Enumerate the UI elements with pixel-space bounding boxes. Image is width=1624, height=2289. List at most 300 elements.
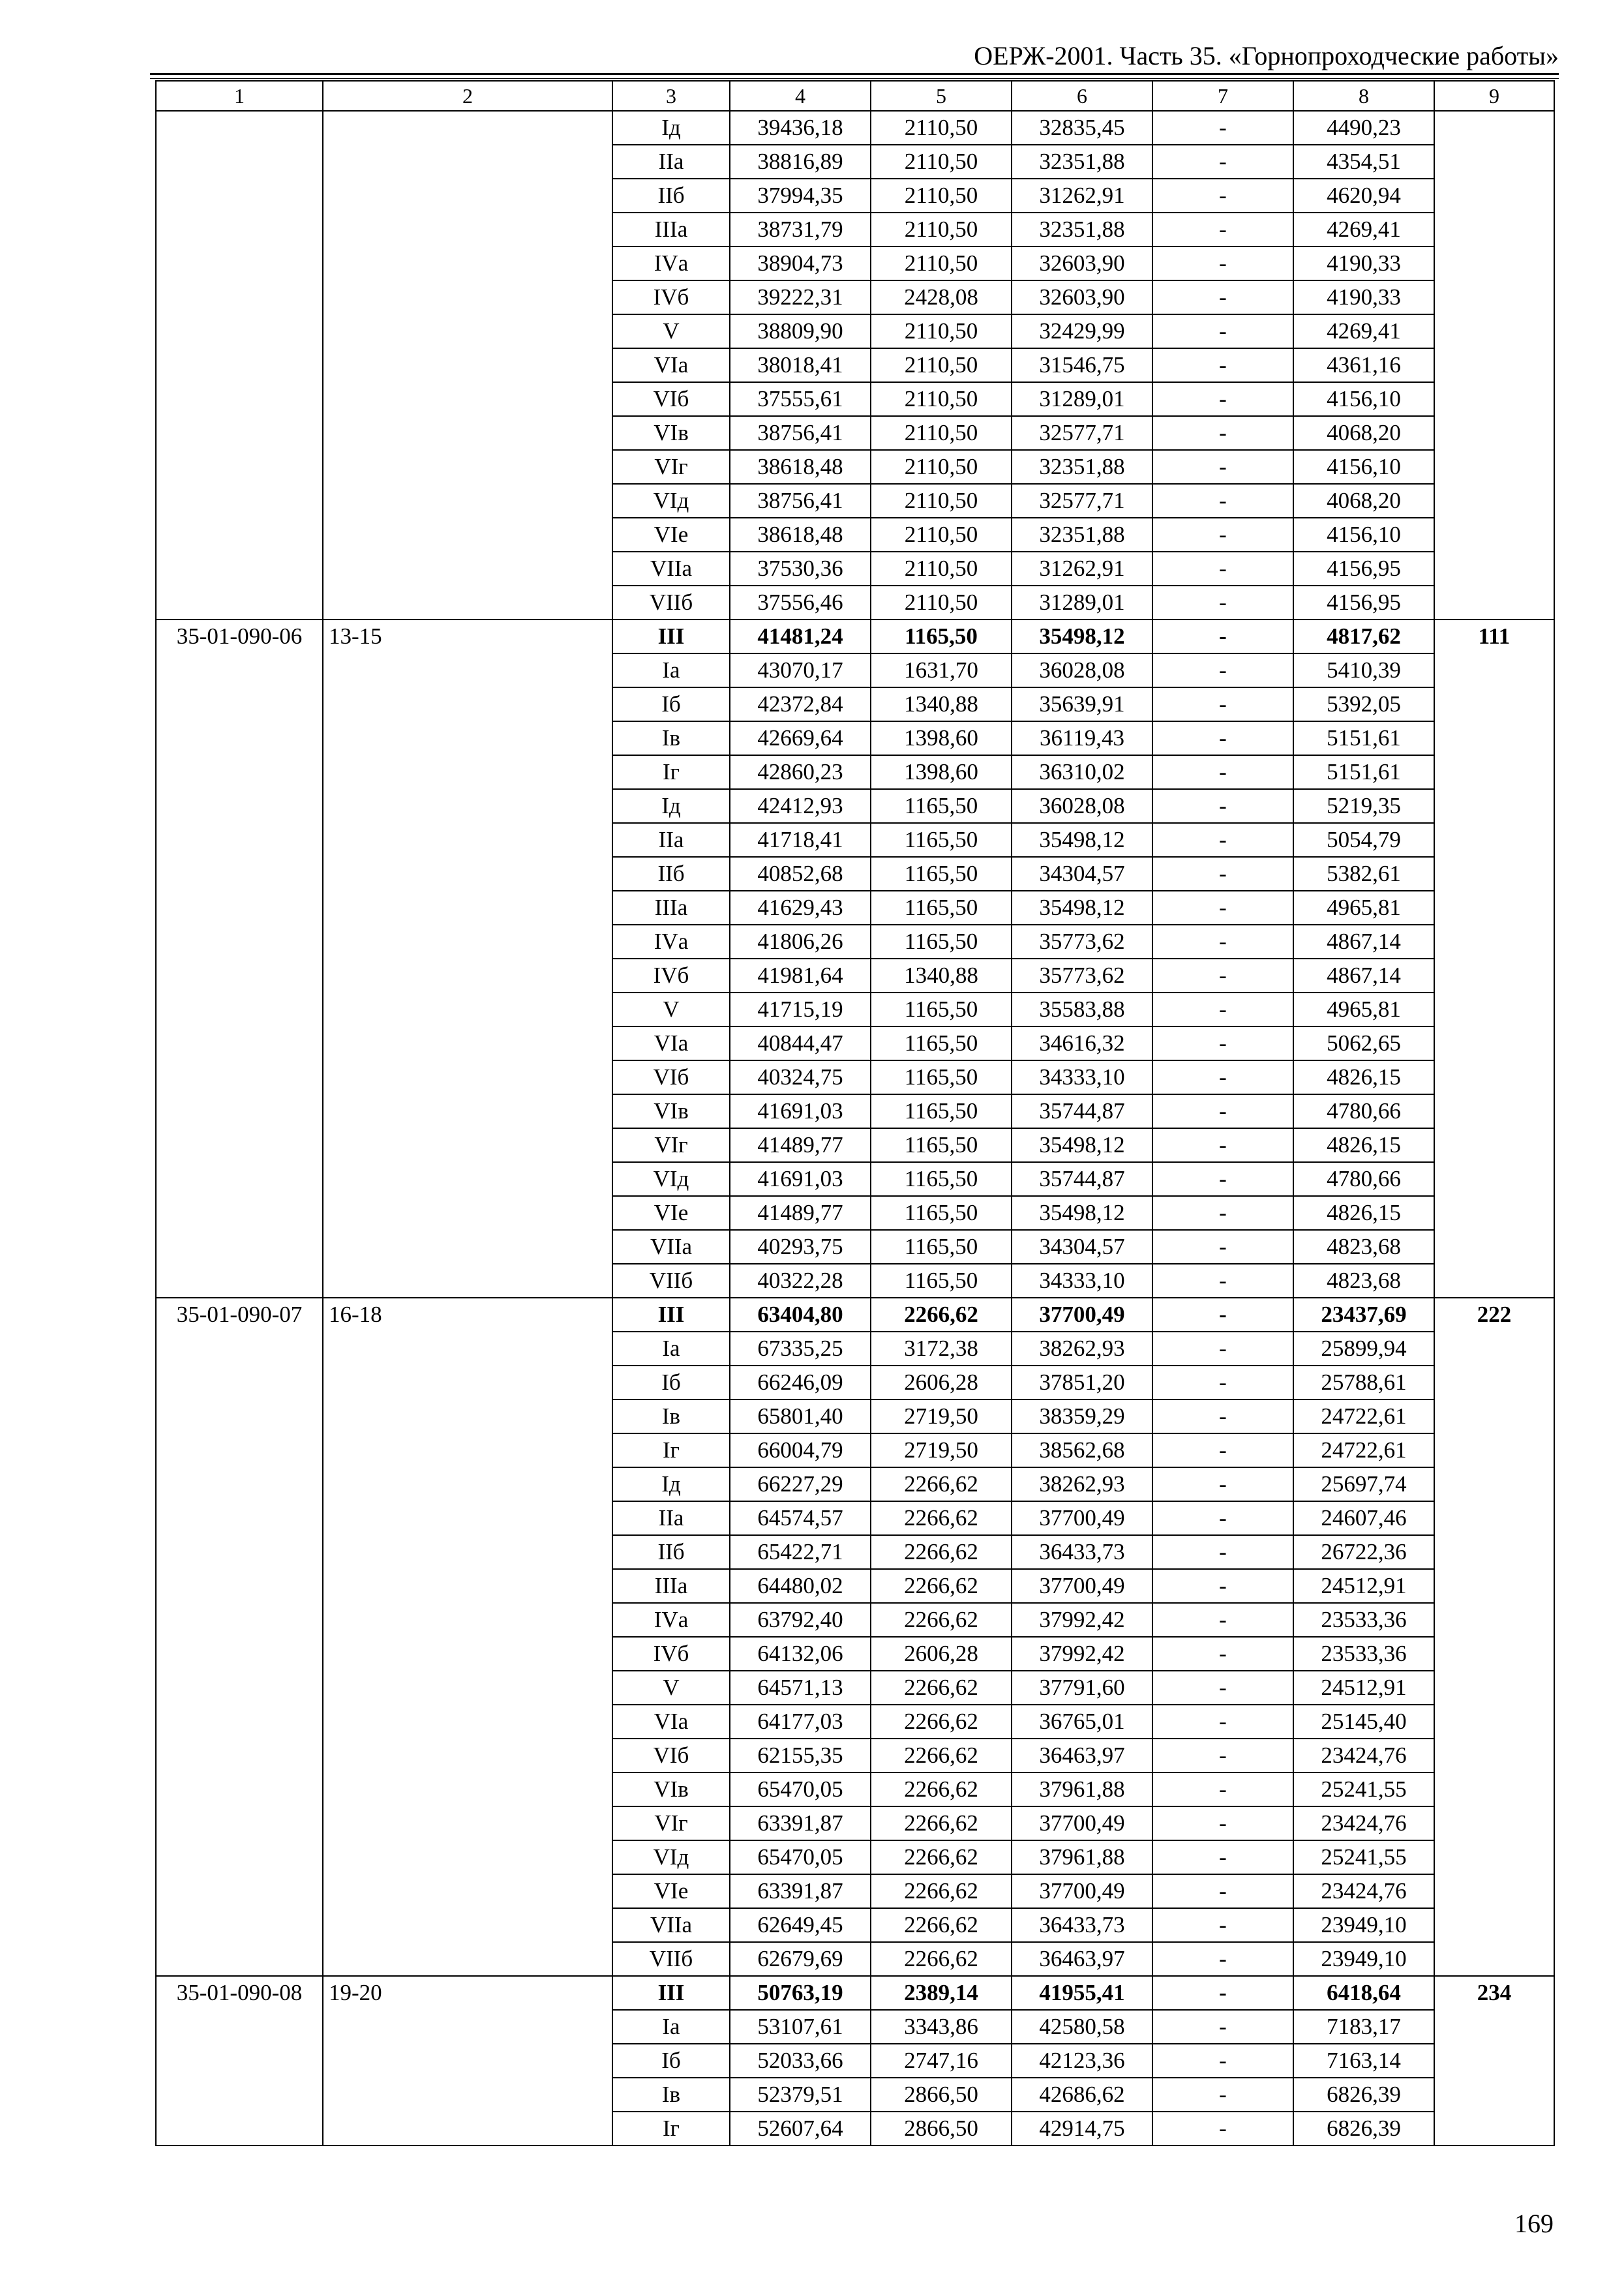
class-cell: III — [612, 1976, 730, 2010]
col6-cell: 37791,60 — [1012, 1671, 1152, 1705]
class-cell: VIа — [612, 348, 730, 382]
total-cell: 222 — [1434, 1298, 1554, 1976]
class-cell: VIб — [612, 1739, 730, 1773]
col8-cell: 4826,15 — [1293, 1128, 1434, 1162]
col6-cell: 36765,01 — [1012, 1705, 1152, 1739]
col5-cell: 2110,50 — [871, 145, 1012, 179]
col7-cell: - — [1152, 1094, 1293, 1128]
col4-cell: 52033,66 — [730, 2044, 871, 2078]
col7-cell: - — [1152, 1501, 1293, 1535]
col8-cell: 25145,40 — [1293, 1705, 1434, 1739]
col6-cell: 38262,93 — [1012, 1467, 1152, 1501]
col6-cell: 36028,08 — [1012, 789, 1152, 823]
col4-cell: 42669,64 — [730, 721, 871, 755]
col7-cell: - — [1152, 2078, 1293, 2112]
class-cell: III — [612, 1298, 730, 1332]
col4-cell: 64571,13 — [730, 1671, 871, 1705]
col8-cell: 25241,55 — [1293, 1840, 1434, 1874]
col7-cell: - — [1152, 2112, 1293, 2146]
col4-cell: 42412,93 — [730, 789, 871, 823]
col4-cell: 40293,75 — [730, 1230, 871, 1264]
col5-cell: 1165,50 — [871, 1094, 1012, 1128]
col5-cell: 2266,62 — [871, 1467, 1012, 1501]
col7-cell: - — [1152, 1739, 1293, 1773]
class-cell: Iб — [612, 2044, 730, 2078]
col7-cell: - — [1152, 1976, 1293, 2010]
col6-cell: 42580,58 — [1012, 2010, 1152, 2044]
column-number-cell: 8 — [1293, 81, 1434, 111]
col6-cell: 32351,88 — [1012, 145, 1152, 179]
col5-cell: 2747,16 — [871, 2044, 1012, 2078]
col4-cell: 41489,77 — [730, 1128, 871, 1162]
class-cell: V — [612, 1671, 730, 1705]
col6-cell: 38562,68 — [1012, 1433, 1152, 1467]
col7-cell: - — [1152, 2010, 1293, 2044]
col8-cell: 23424,76 — [1293, 1739, 1434, 1773]
col8-cell: 4361,16 — [1293, 348, 1434, 382]
class-cell: Iд — [612, 111, 730, 145]
col8-cell: 6826,39 — [1293, 2112, 1434, 2146]
col7-cell: - — [1152, 179, 1293, 213]
col7-cell: - — [1152, 1840, 1293, 1874]
col6-cell: 34304,57 — [1012, 857, 1152, 891]
header-rule-thin — [150, 78, 1559, 79]
col4-cell: 38816,89 — [730, 145, 871, 179]
col6-cell: 32603,90 — [1012, 247, 1152, 280]
col4-cell: 38756,41 — [730, 416, 871, 450]
col4-cell: 37530,36 — [730, 552, 871, 586]
class-cell: Iг — [612, 755, 730, 789]
col7-cell: - — [1152, 586, 1293, 620]
col6-cell: 32577,71 — [1012, 484, 1152, 518]
col4-cell: 64177,03 — [730, 1705, 871, 1739]
col7-cell: - — [1152, 1637, 1293, 1671]
col8-cell: 4156,10 — [1293, 450, 1434, 484]
col4-cell: 65470,05 — [730, 1840, 871, 1874]
class-cell: V — [612, 314, 730, 348]
col8-cell: 4826,15 — [1293, 1196, 1434, 1230]
col4-cell: 63391,87 — [730, 1874, 871, 1908]
col4-cell: 64480,02 — [730, 1569, 871, 1603]
col6-cell: 34333,10 — [1012, 1264, 1152, 1298]
col5-cell: 2266,62 — [871, 1569, 1012, 1603]
col5-cell: 2110,50 — [871, 484, 1012, 518]
col7-cell: - — [1152, 1399, 1293, 1433]
col5-cell: 2110,50 — [871, 450, 1012, 484]
col8-cell: 24722,61 — [1293, 1399, 1434, 1433]
col8-cell: 5392,05 — [1293, 687, 1434, 721]
col8-cell: 25697,74 — [1293, 1467, 1434, 1501]
col8-cell: 24512,91 — [1293, 1671, 1434, 1705]
col6-cell: 36119,43 — [1012, 721, 1152, 755]
col6-cell: 37961,88 — [1012, 1773, 1152, 1806]
col6-cell: 35773,62 — [1012, 959, 1152, 993]
col4-cell: 64132,06 — [730, 1637, 871, 1671]
col6-cell: 37961,88 — [1012, 1840, 1152, 1874]
col4-cell: 41981,64 — [730, 959, 871, 993]
class-cell: IVб — [612, 1637, 730, 1671]
col5-cell: 1340,88 — [871, 959, 1012, 993]
column-number-cell: 2 — [323, 81, 612, 111]
column-number-cell: 9 — [1434, 81, 1554, 111]
col6-cell: 32429,99 — [1012, 314, 1152, 348]
col7-cell: - — [1152, 1671, 1293, 1705]
col4-cell: 38018,41 — [730, 348, 871, 382]
col7-cell: - — [1152, 993, 1293, 1026]
col6-cell: 37700,49 — [1012, 1298, 1152, 1332]
col7-cell: - — [1152, 280, 1293, 314]
col4-cell: 53107,61 — [730, 2010, 871, 2044]
code-cell: 35-01-090-07 — [156, 1298, 323, 1976]
class-cell: IIIа — [612, 213, 730, 247]
col8-cell: 4867,14 — [1293, 925, 1434, 959]
col5-cell: 1165,50 — [871, 620, 1012, 653]
total-cell — [1434, 111, 1554, 620]
col4-cell: 40322,28 — [730, 1264, 871, 1298]
col6-cell: 32835,45 — [1012, 111, 1152, 145]
col8-cell: 24512,91 — [1293, 1569, 1434, 1603]
col7-cell: - — [1152, 416, 1293, 450]
col7-cell: - — [1152, 1705, 1293, 1739]
col8-cell: 4620,94 — [1293, 179, 1434, 213]
col6-cell: 38262,93 — [1012, 1332, 1152, 1366]
col4-cell: 41629,43 — [730, 891, 871, 925]
class-cell: VIг — [612, 1128, 730, 1162]
class-cell: VIд — [612, 1162, 730, 1196]
col8-cell: 4190,33 — [1293, 280, 1434, 314]
class-cell: VIIб — [612, 586, 730, 620]
col5-cell: 1165,50 — [871, 1128, 1012, 1162]
col6-cell: 42914,75 — [1012, 2112, 1152, 2146]
column-number-cell: 7 — [1152, 81, 1293, 111]
col6-cell: 35744,87 — [1012, 1162, 1152, 1196]
column-number-row — [156, 81, 1554, 111]
range-cell — [323, 111, 612, 620]
col7-cell: - — [1152, 314, 1293, 348]
col6-cell: 37992,42 — [1012, 1637, 1152, 1671]
col6-cell: 31289,01 — [1012, 382, 1152, 416]
class-cell: VIIб — [612, 1942, 730, 1976]
class-cell: Iд — [612, 789, 730, 823]
class-cell: V — [612, 993, 730, 1026]
col4-cell: 41718,41 — [730, 823, 871, 857]
col5-cell: 1398,60 — [871, 721, 1012, 755]
col8-cell: 23949,10 — [1293, 1908, 1434, 1942]
col7-cell: - — [1152, 1773, 1293, 1806]
column-number-cell: 5 — [871, 81, 1012, 111]
col8-cell: 4823,68 — [1293, 1264, 1434, 1298]
col8-cell: 23533,36 — [1293, 1637, 1434, 1671]
col8-cell: 4156,10 — [1293, 518, 1434, 552]
col6-cell: 37992,42 — [1012, 1603, 1152, 1637]
col4-cell: 41806,26 — [730, 925, 871, 959]
col5-cell: 1165,50 — [871, 1026, 1012, 1060]
col5-cell: 1165,50 — [871, 823, 1012, 857]
col4-cell: 41691,03 — [730, 1094, 871, 1128]
col7-cell: - — [1152, 518, 1293, 552]
col7-cell: - — [1152, 213, 1293, 247]
rates-table — [155, 80, 1555, 2146]
column-number-cell: 6 — [1012, 81, 1152, 111]
col7-cell: - — [1152, 1874, 1293, 1908]
col6-cell: 31262,91 — [1012, 179, 1152, 213]
col5-cell: 1165,50 — [871, 925, 1012, 959]
class-cell: VIб — [612, 1060, 730, 1094]
range-cell: 19-20 — [323, 1976, 612, 2146]
col7-cell: - — [1152, 1569, 1293, 1603]
col5-cell: 1165,50 — [871, 789, 1012, 823]
class-cell: VIе — [612, 518, 730, 552]
col8-cell: 4780,66 — [1293, 1094, 1434, 1128]
range-cell: 16-18 — [323, 1298, 612, 1976]
table-row — [156, 111, 1554, 145]
col7-cell: - — [1152, 1026, 1293, 1060]
col8-cell: 6418,64 — [1293, 1976, 1434, 2010]
col6-cell: 35639,91 — [1012, 687, 1152, 721]
col4-cell: 38618,48 — [730, 450, 871, 484]
col6-cell: 35498,12 — [1012, 1128, 1152, 1162]
class-cell: III — [612, 620, 730, 653]
col8-cell: 4817,62 — [1293, 620, 1434, 653]
col6-cell: 35498,12 — [1012, 823, 1152, 857]
col8-cell: 23533,36 — [1293, 1603, 1434, 1637]
class-cell: Iг — [612, 2112, 730, 2146]
col8-cell: 23949,10 — [1293, 1942, 1434, 1976]
col8-cell: 24607,46 — [1293, 1501, 1434, 1535]
col7-cell: - — [1152, 789, 1293, 823]
col7-cell: - — [1152, 1264, 1293, 1298]
col4-cell: 40324,75 — [730, 1060, 871, 1094]
class-cell: Iа — [612, 653, 730, 687]
col5-cell: 2110,50 — [871, 213, 1012, 247]
class-cell: IIа — [612, 1501, 730, 1535]
class-cell: VIе — [612, 1874, 730, 1908]
col4-cell: 65422,71 — [730, 1535, 871, 1569]
col8-cell: 5151,61 — [1293, 755, 1434, 789]
class-cell: VIIа — [612, 1908, 730, 1942]
class-cell: VIа — [612, 1705, 730, 1739]
class-cell: VIд — [612, 1840, 730, 1874]
column-number-cell: 3 — [612, 81, 730, 111]
col8-cell: 5151,61 — [1293, 721, 1434, 755]
col5-cell: 2266,62 — [871, 1671, 1012, 1705]
class-cell: Iд — [612, 1467, 730, 1501]
col6-cell: 37700,49 — [1012, 1501, 1152, 1535]
code-cell: 35-01-090-08 — [156, 1976, 323, 2146]
col5-cell: 1165,50 — [871, 993, 1012, 1026]
table-row — [156, 620, 1554, 653]
col8-cell: 23424,76 — [1293, 1874, 1434, 1908]
col5-cell: 2110,50 — [871, 382, 1012, 416]
col4-cell: 62155,35 — [730, 1739, 871, 1773]
code-cell — [156, 111, 323, 620]
col8-cell: 4826,15 — [1293, 1060, 1434, 1094]
col7-cell: - — [1152, 2044, 1293, 2078]
col6-cell: 31262,91 — [1012, 552, 1152, 586]
col5-cell: 2389,14 — [871, 1976, 1012, 2010]
col5-cell: 2266,62 — [871, 1535, 1012, 1569]
col8-cell: 4867,14 — [1293, 959, 1434, 993]
col4-cell: 37555,61 — [730, 382, 871, 416]
col5-cell: 3343,86 — [871, 2010, 1012, 2044]
col5-cell: 1165,50 — [871, 891, 1012, 925]
col8-cell: 4068,20 — [1293, 416, 1434, 450]
col6-cell: 35583,88 — [1012, 993, 1152, 1026]
col7-cell: - — [1152, 247, 1293, 280]
col5-cell: 2266,62 — [871, 1739, 1012, 1773]
col8-cell: 5219,35 — [1293, 789, 1434, 823]
col4-cell: 63391,87 — [730, 1806, 871, 1840]
col7-cell: - — [1152, 484, 1293, 518]
col6-cell: 36433,73 — [1012, 1908, 1152, 1942]
col4-cell: 66246,09 — [730, 1366, 871, 1399]
col8-cell: 5054,79 — [1293, 823, 1434, 857]
col4-cell: 62649,45 — [730, 1908, 871, 1942]
page-number: 169 — [1514, 2209, 1554, 2238]
col6-cell: 37700,49 — [1012, 1874, 1152, 1908]
col6-cell: 31289,01 — [1012, 586, 1152, 620]
col8-cell: 23437,69 — [1293, 1298, 1434, 1332]
class-cell: IIа — [612, 823, 730, 857]
col5-cell: 2266,62 — [871, 1603, 1012, 1637]
col4-cell: 37994,35 — [730, 179, 871, 213]
class-cell: IIIа — [612, 891, 730, 925]
col8-cell: 4965,81 — [1293, 993, 1434, 1026]
col5-cell: 2266,62 — [871, 1806, 1012, 1840]
col6-cell: 37851,20 — [1012, 1366, 1152, 1399]
col8-cell: 5382,61 — [1293, 857, 1434, 891]
col5-cell: 2110,50 — [871, 518, 1012, 552]
col4-cell: 42372,84 — [730, 687, 871, 721]
class-cell: IIIа — [612, 1569, 730, 1603]
col4-cell: 41715,19 — [730, 993, 871, 1026]
col5-cell: 2110,50 — [871, 348, 1012, 382]
col4-cell: 52607,64 — [730, 2112, 871, 2146]
col5-cell: 2266,62 — [871, 1298, 1012, 1332]
col6-cell: 36028,08 — [1012, 653, 1152, 687]
col7-cell: - — [1152, 552, 1293, 586]
class-cell: IIб — [612, 857, 730, 891]
col7-cell: - — [1152, 348, 1293, 382]
class-cell: VIг — [612, 1806, 730, 1840]
col4-cell: 39222,31 — [730, 280, 871, 314]
col7-cell: - — [1152, 1806, 1293, 1840]
col4-cell: 65470,05 — [730, 1773, 871, 1806]
col7-cell: - — [1152, 620, 1293, 653]
col6-cell: 31546,75 — [1012, 348, 1152, 382]
col8-cell: 24722,61 — [1293, 1433, 1434, 1467]
col8-cell: 5062,65 — [1293, 1026, 1434, 1060]
col6-cell: 36433,73 — [1012, 1535, 1152, 1569]
class-cell: IVб — [612, 959, 730, 993]
col8-cell: 4823,68 — [1293, 1230, 1434, 1264]
col5-cell: 2110,50 — [871, 586, 1012, 620]
col8-cell: 7163,14 — [1293, 2044, 1434, 2078]
col6-cell: 34304,57 — [1012, 1230, 1152, 1264]
table-row — [156, 1298, 1554, 1332]
col6-cell: 35744,87 — [1012, 1094, 1152, 1128]
class-cell: Iг — [612, 1433, 730, 1467]
col6-cell: 32603,90 — [1012, 280, 1152, 314]
col5-cell: 2266,62 — [871, 1942, 1012, 1976]
col7-cell: - — [1152, 1060, 1293, 1094]
col7-cell: - — [1152, 1535, 1293, 1569]
col4-cell: 37556,46 — [730, 586, 871, 620]
class-cell: Iа — [612, 1332, 730, 1366]
col5-cell: 2866,50 — [871, 2078, 1012, 2112]
col5-cell: 2110,50 — [871, 247, 1012, 280]
col7-cell: - — [1152, 1162, 1293, 1196]
class-cell: VIа — [612, 1026, 730, 1060]
col7-cell: - — [1152, 450, 1293, 484]
col7-cell: - — [1152, 1366, 1293, 1399]
col7-cell: - — [1152, 145, 1293, 179]
col5-cell: 2606,28 — [871, 1366, 1012, 1399]
col8-cell: 6826,39 — [1293, 2078, 1434, 2112]
col7-cell: - — [1152, 1908, 1293, 1942]
class-cell: IIб — [612, 179, 730, 213]
column-number-cell: 4 — [730, 81, 871, 111]
col8-cell: 5410,39 — [1293, 653, 1434, 687]
col6-cell: 32351,88 — [1012, 518, 1152, 552]
col6-cell: 38359,29 — [1012, 1399, 1152, 1433]
column-number-cell: 1 — [156, 81, 323, 111]
col8-cell: 4156,95 — [1293, 586, 1434, 620]
col8-cell: 4269,41 — [1293, 314, 1434, 348]
col7-cell: - — [1152, 1467, 1293, 1501]
col4-cell: 38756,41 — [730, 484, 871, 518]
col7-cell: - — [1152, 857, 1293, 891]
col4-cell: 40844,47 — [730, 1026, 871, 1060]
class-cell: Iб — [612, 687, 730, 721]
col8-cell: 4068,20 — [1293, 484, 1434, 518]
col5-cell: 1165,50 — [871, 857, 1012, 891]
class-cell: Iв — [612, 2078, 730, 2112]
code-cell: 35-01-090-06 — [156, 620, 323, 1298]
col8-cell: 4780,66 — [1293, 1162, 1434, 1196]
col4-cell: 42860,23 — [730, 755, 871, 789]
class-cell: VIIа — [612, 1230, 730, 1264]
class-cell: VIв — [612, 1094, 730, 1128]
col7-cell: - — [1152, 653, 1293, 687]
col6-cell: 36463,97 — [1012, 1942, 1152, 1976]
col5-cell: 2110,50 — [871, 416, 1012, 450]
col8-cell: 7183,17 — [1293, 2010, 1434, 2044]
col7-cell: - — [1152, 1433, 1293, 1467]
class-cell: VIд — [612, 484, 730, 518]
col4-cell: 50763,19 — [730, 1976, 871, 2010]
col7-cell: - — [1152, 1942, 1293, 1976]
col6-cell: 36463,97 — [1012, 1739, 1152, 1773]
col5-cell: 1165,50 — [871, 1230, 1012, 1264]
col6-cell: 37700,49 — [1012, 1569, 1152, 1603]
range-cell: 13-15 — [323, 620, 612, 1298]
col4-cell: 38618,48 — [730, 518, 871, 552]
class-cell: Iб — [612, 1366, 730, 1399]
col6-cell: 42123,36 — [1012, 2044, 1152, 2078]
col4-cell: 66004,79 — [730, 1433, 871, 1467]
col8-cell: 4156,10 — [1293, 382, 1434, 416]
col7-cell: - — [1152, 687, 1293, 721]
col7-cell: - — [1152, 1298, 1293, 1332]
col6-cell: 35498,12 — [1012, 620, 1152, 653]
rates-table-body — [156, 81, 1554, 2146]
col4-cell: 39436,18 — [730, 111, 871, 145]
class-cell: VIб — [612, 382, 730, 416]
col8-cell: 4354,51 — [1293, 145, 1434, 179]
col5-cell: 2266,62 — [871, 1874, 1012, 1908]
col5-cell: 2606,28 — [871, 1637, 1012, 1671]
